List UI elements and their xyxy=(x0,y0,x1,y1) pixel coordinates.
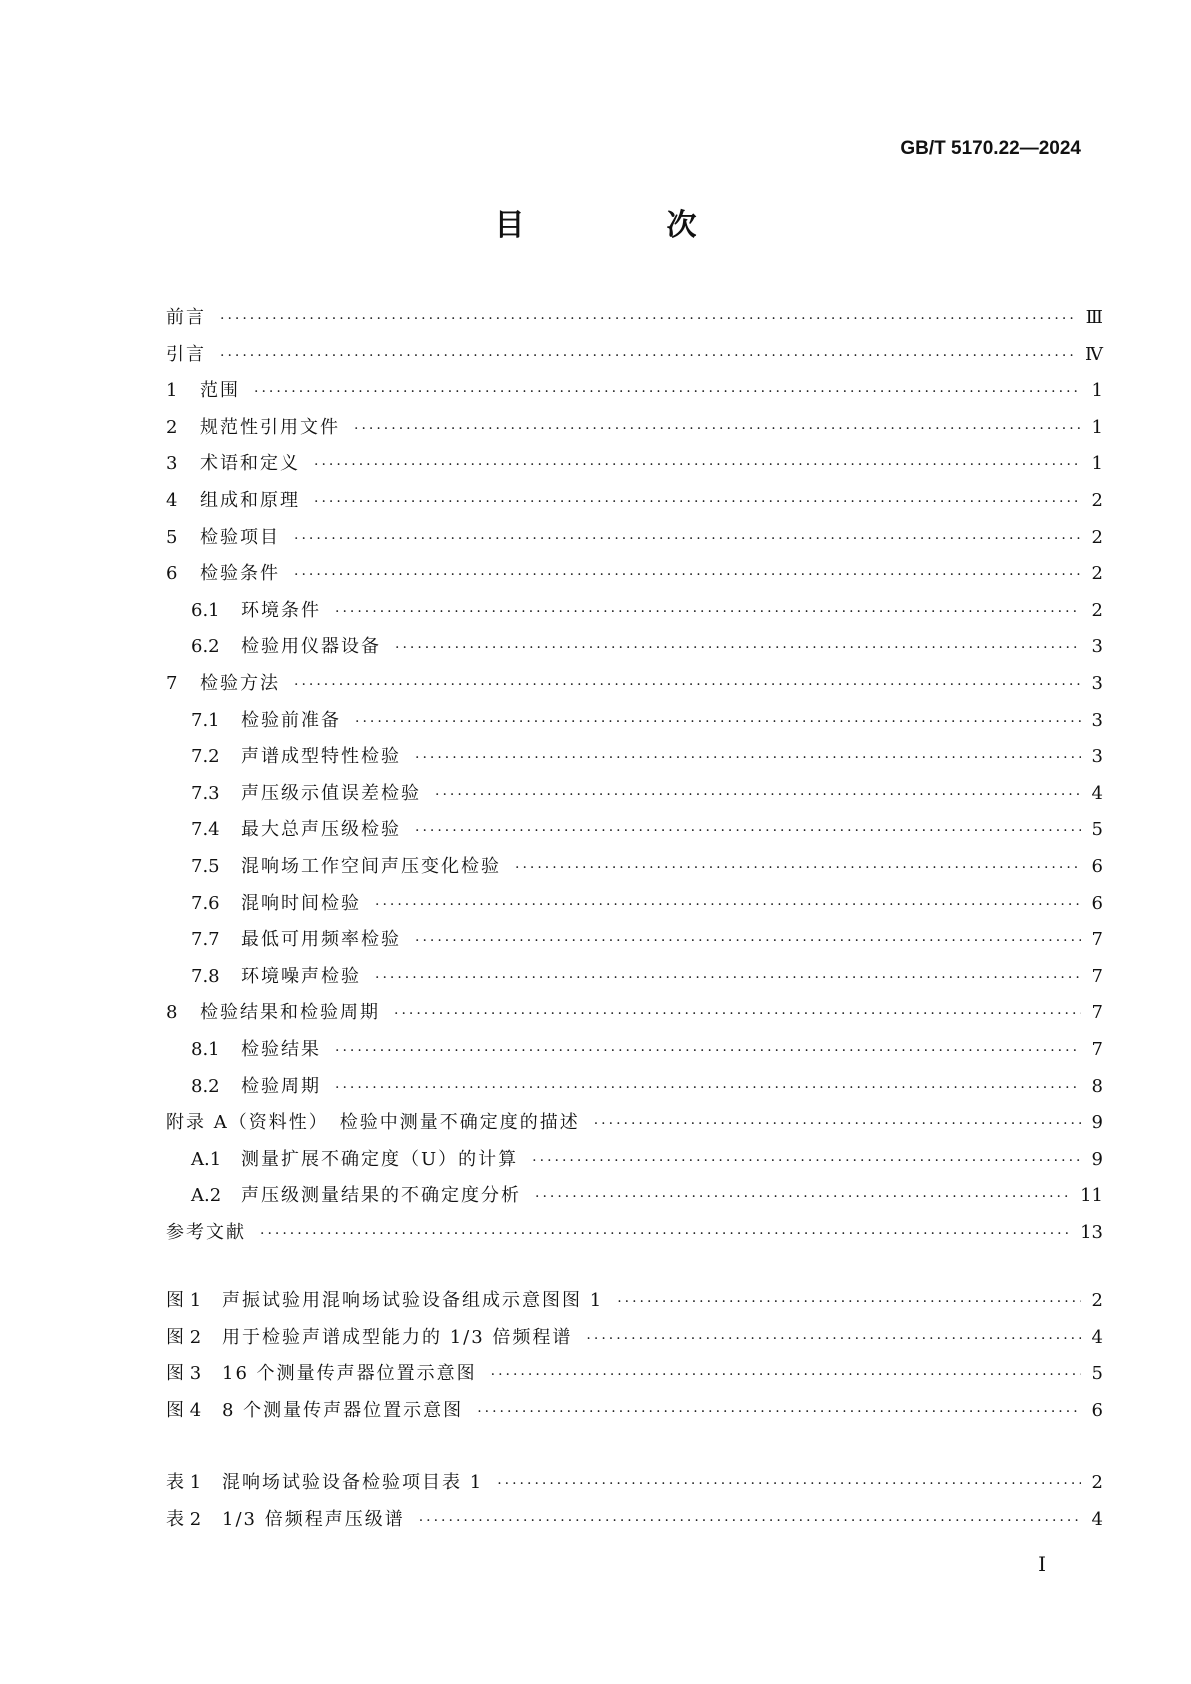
toc-entry-number: 1 xyxy=(166,380,178,402)
toc-entry-number: 5 xyxy=(166,526,178,548)
toc-entry-page: 4 xyxy=(1091,1508,1103,1530)
toc-entry-page: 7 xyxy=(1091,1002,1103,1024)
toc-entry-title: 检验用仪器设备 xyxy=(241,636,381,658)
toc-entry-title: 范围 xyxy=(200,380,240,402)
toc-entry-title: 检验方法 xyxy=(200,673,280,694)
toc-dot-leader xyxy=(477,1397,1081,1427)
toc-entry-number: 表 2 xyxy=(166,1508,202,1530)
toc-entry-title: 检验项目 xyxy=(200,526,280,548)
toc-entry-title: 术语和定义 xyxy=(200,453,300,475)
toc-dot-leader xyxy=(532,1146,1081,1176)
toc-dot-leader xyxy=(415,743,1081,773)
toc-entry-number: 图 4 xyxy=(166,1399,202,1421)
toc-entry-page: 2 xyxy=(1091,1472,1103,1493)
toc-entry[interactable] xyxy=(166,1396,1103,1426)
toc-entry[interactable] xyxy=(166,889,1103,919)
toc-entry-number: 2 xyxy=(166,416,178,438)
toc-entry[interactable] xyxy=(166,925,1103,955)
toc-entry[interactable] xyxy=(166,376,1103,406)
toc-entry-number: 6.2 xyxy=(191,636,220,658)
toc-entry[interactable] xyxy=(166,596,1103,626)
toc-entry-number: 7.1 xyxy=(191,709,220,731)
toc-entry[interactable] xyxy=(166,559,1103,589)
toc-entry-page: 4 xyxy=(1091,782,1103,804)
toc-entry[interactable] xyxy=(166,1323,1103,1353)
toc-dot-leader xyxy=(375,890,1081,920)
toc-entry-page: 11 xyxy=(1080,1185,1103,1207)
toc-entry-title: 用于检验声谱成型能力的 1/3 倍频程谱 xyxy=(222,1326,573,1348)
toc-entry-page: 2 xyxy=(1091,599,1103,621)
toc-dot-leader xyxy=(395,633,1081,663)
toc-entry-page: 1 xyxy=(1091,380,1103,402)
toc-entry-title: 声压级测量结果的不确定度分析 xyxy=(241,1185,521,1207)
toc-entry-title: 声振试验用混响场试验设备组成示意图图 1 xyxy=(222,1290,604,1311)
toc-entry-title: 混响场试验设备检验项目表 1 xyxy=(222,1472,484,1493)
toc-entry-title: 检验条件 xyxy=(200,563,280,585)
toc-entry[interactable] xyxy=(166,815,1103,845)
toc-entry-title: 16 个测量传声器位置示意图 xyxy=(222,1363,477,1385)
toc-entry-page: 6 xyxy=(1091,892,1103,914)
toc-entry-number: 图 2 xyxy=(166,1326,202,1348)
toc-dot-leader xyxy=(594,1109,1081,1139)
toc-entry-title: 引言 xyxy=(166,343,206,365)
toc-entry-page: 8 xyxy=(1091,1075,1103,1097)
toc-entry-page: 7 xyxy=(1091,1039,1103,1060)
toc-entry-title: 检验结果 xyxy=(241,1039,321,1060)
toc-entry-page: 4 xyxy=(1091,1326,1103,1348)
toc-entry-number: 7.3 xyxy=(191,782,220,804)
toc-dot-leader xyxy=(294,670,1081,700)
toc-entry-page: 6 xyxy=(1091,856,1103,877)
toc-entry[interactable] xyxy=(166,742,1103,772)
toc-dot-leader xyxy=(419,1506,1081,1536)
toc-dot-leader xyxy=(254,377,1081,407)
toc-entry-page: 2 xyxy=(1091,490,1103,511)
toc-entry-title: 声压级示值误差检验 xyxy=(241,782,421,804)
toc-entry-title: 最大总声压级检验 xyxy=(241,819,401,841)
toc-dot-leader xyxy=(314,450,1081,480)
page-title: 目 次 xyxy=(494,208,753,243)
toc-entry-number: 8.2 xyxy=(191,1075,220,1097)
toc-dot-leader xyxy=(355,707,1081,737)
toc-entry-page: 1 xyxy=(1091,453,1103,475)
document-code: GB/T 5170.22—2024 xyxy=(900,138,1081,159)
toc-entry-number: A.1 xyxy=(191,1148,222,1170)
toc-dot-leader xyxy=(260,1219,1070,1249)
toc-entry-number: 6 xyxy=(166,563,178,585)
toc-entry[interactable] xyxy=(166,1181,1103,1211)
toc-entry[interactable] xyxy=(166,303,1103,333)
toc-entry[interactable] xyxy=(166,340,1103,370)
toc-dot-leader xyxy=(335,1073,1081,1103)
toc-entry-page: 3 xyxy=(1091,709,1103,731)
toc-entry-page: 5 xyxy=(1091,1363,1103,1385)
toc-entry-page: Ⅲ xyxy=(1085,307,1103,328)
toc-dot-leader xyxy=(220,341,1075,371)
toc-entry-title: 8 个测量传声器位置示意图 xyxy=(222,1399,464,1421)
toc-entry-page: 2 xyxy=(1091,526,1103,548)
toc-entry-number: 6.1 xyxy=(191,599,220,621)
toc-dot-leader xyxy=(314,487,1081,517)
toc-entry[interactable] xyxy=(166,1505,1103,1535)
toc-entry-page: 7 xyxy=(1091,965,1103,987)
toc-entry-title: 前言 xyxy=(166,307,206,328)
toc-entry-page: 3 xyxy=(1091,673,1103,694)
toc-dot-leader xyxy=(491,1360,1081,1390)
toc-dot-leader xyxy=(515,853,1081,883)
toc-entry-number: 8 xyxy=(166,1002,178,1024)
toc-entry[interactable] xyxy=(166,1145,1103,1175)
toc-entry-title: 混响场工作空间声压变化检验 xyxy=(241,856,501,877)
toc-entry-title: 环境噪声检验 xyxy=(241,965,361,987)
toc-entry[interactable] xyxy=(166,1072,1103,1102)
toc-entry-page: 3 xyxy=(1091,636,1103,658)
toc-entry[interactable] xyxy=(166,1218,1103,1248)
toc-entry[interactable] xyxy=(166,1108,1103,1138)
toc-entry[interactable] xyxy=(166,632,1103,662)
toc-entry[interactable] xyxy=(166,1468,1103,1498)
toc-dot-leader xyxy=(335,597,1081,627)
toc-entry-number: 7.6 xyxy=(191,892,220,914)
toc-entry-number: 7.4 xyxy=(191,819,220,841)
toc-dot-leader xyxy=(354,414,1081,444)
toc-dot-leader xyxy=(335,1036,1081,1066)
toc-entry-number: 7.8 xyxy=(191,965,220,987)
page-number: I xyxy=(1038,1552,1046,1576)
toc-entry-page: 9 xyxy=(1091,1148,1103,1170)
toc-dot-leader xyxy=(294,524,1081,554)
toc-entry-number: 7.2 xyxy=(191,746,220,768)
toc-entry-page: Ⅳ xyxy=(1085,343,1103,365)
toc-entry[interactable] xyxy=(166,486,1103,516)
toc-entry[interactable] xyxy=(166,962,1103,992)
toc-entry-number: A.2 xyxy=(191,1185,222,1207)
toc-entry-title: 参考文献 xyxy=(166,1222,246,1243)
toc-entry-page: 3 xyxy=(1091,746,1103,768)
toc-entry-title: 测量扩展不确定度（U）的计算 xyxy=(241,1148,519,1170)
toc-entry-page: 1 xyxy=(1091,416,1103,438)
toc-entry-number: 3 xyxy=(166,453,178,475)
toc-entry[interactable] xyxy=(166,852,1103,882)
toc-dot-leader xyxy=(535,1182,1070,1212)
toc-entry[interactable] xyxy=(166,998,1103,1028)
toc-entry-page: 2 xyxy=(1091,1290,1103,1311)
toc-dot-leader xyxy=(415,926,1081,956)
toc-entry-title: 附录 A（资料性） 检验中测量不确定度的描述 xyxy=(166,1112,580,1134)
toc-dot-leader xyxy=(617,1287,1081,1317)
toc-entry-title: 1/3 倍频程声压级谱 xyxy=(222,1508,405,1530)
toc-entry-title: 组成和原理 xyxy=(200,490,300,511)
toc-dot-leader xyxy=(435,780,1081,810)
toc-dot-leader xyxy=(497,1469,1081,1499)
toc-entry-number: 4 xyxy=(166,490,178,511)
toc-entry-title: 混响时间检验 xyxy=(241,892,361,914)
toc-entry-title: 检验前准备 xyxy=(241,709,341,731)
toc-entry[interactable] xyxy=(166,449,1103,479)
toc-dot-leader xyxy=(394,999,1081,1029)
toc-entry[interactable] xyxy=(166,523,1103,553)
toc-entry[interactable] xyxy=(166,1035,1103,1065)
toc-entry-number: 7 xyxy=(166,673,178,694)
toc-entry-number: 8.1 xyxy=(191,1039,220,1060)
toc-entry-number: 图 1 xyxy=(166,1290,202,1311)
toc-entry-page: 5 xyxy=(1091,819,1103,841)
toc-dot-leader xyxy=(586,1324,1081,1354)
toc-entry-page: 2 xyxy=(1091,563,1103,585)
toc-entry[interactable] xyxy=(166,779,1103,809)
toc-entry-number: 图 3 xyxy=(166,1363,202,1385)
toc-entry[interactable] xyxy=(166,1359,1103,1389)
toc-entry-number: 7.7 xyxy=(191,929,220,951)
toc-entry-number: 表 1 xyxy=(166,1472,202,1493)
toc-dot-leader xyxy=(220,304,1076,334)
toc-entry-title: 规范性引用文件 xyxy=(200,416,340,438)
toc-dot-leader xyxy=(375,963,1081,993)
toc-entry-page: 7 xyxy=(1091,929,1103,951)
toc-dot-leader xyxy=(415,816,1081,846)
toc-entry-number: 7.5 xyxy=(191,856,220,877)
toc-entry[interactable] xyxy=(166,413,1103,443)
toc-entry-page: 6 xyxy=(1091,1399,1103,1421)
toc-entry[interactable] xyxy=(166,1286,1103,1316)
toc-entry-page: 13 xyxy=(1080,1222,1103,1243)
toc-entry-title: 检验结果和检验周期 xyxy=(200,1002,380,1024)
toc-entry-title: 声谱成型特性检验 xyxy=(241,746,401,768)
toc-entry[interactable] xyxy=(166,669,1103,699)
toc-entry-title: 最低可用频率检验 xyxy=(241,929,401,951)
toc-entry[interactable] xyxy=(166,706,1103,736)
toc-entry-page: 9 xyxy=(1091,1112,1103,1134)
toc-dot-leader xyxy=(294,560,1081,590)
toc-entry-title: 环境条件 xyxy=(241,599,321,621)
toc-entry-title: 检验周期 xyxy=(241,1075,321,1097)
